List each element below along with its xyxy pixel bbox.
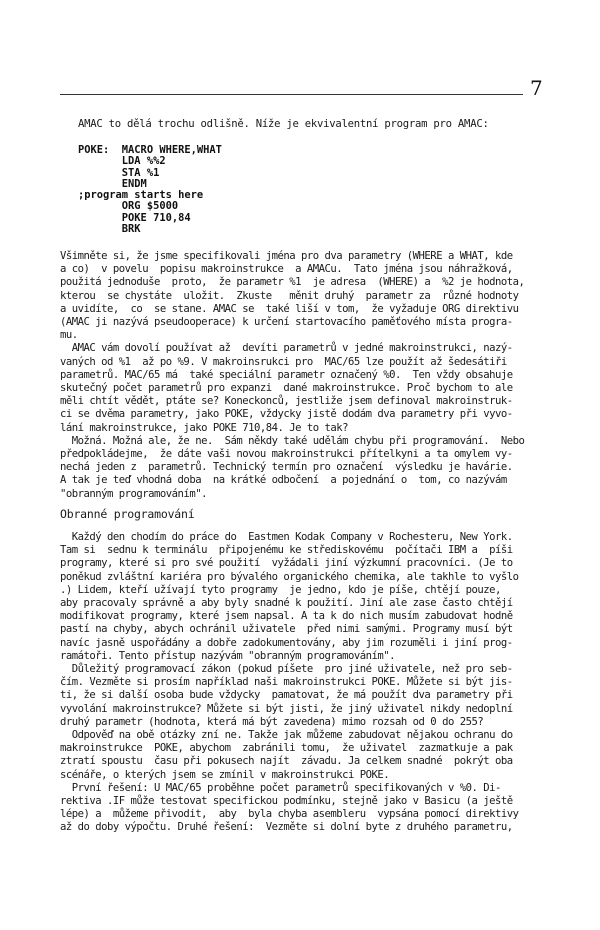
text-line: Odpověď na obě otázky zní ne. Takže jak můžeme zabudovat nějakou ochranu do [60,729,513,742]
code-line: STA %1 [78,166,160,179]
text-line: čím. Vezměte si prosím například naši makroinstrukci POKE. Můžete si být jis- [60,676,513,689]
intro-line: AMAC to dělá trochu odlišně. Níže je ekvivalentní program pro AMAC: [78,118,489,130]
text-line: Důležitý programovací zákon (pokud píšete pro jiné uživatele, než pro seb- [60,663,513,676]
text-line: (AMAC ji nazývá pseudooperace) k určení startovacího paměťového místa progra- [60,316,513,329]
text-line: parametrů. MAC/65 má také speciální parametr označený %0. Ten vždy obsahuje [60,368,513,381]
text-line: nechá jeden z parametrů. Technický termín pro označení výsledku je havárie. [60,461,513,474]
header-rule [60,94,523,95]
text-line: aby pracovaly správně a aby byly snadné k použití. Jiní ale zase často chtějí [60,597,513,610]
text-line: .) Lidem, kteří užívají tyto programy je jedno, kdo je píše, chtějí pouze, [60,583,501,596]
text-line: "obranným programováním". [60,487,207,500]
text-line: Všimněte si, že jsme specifikovali jména pro dva parametry (WHERE a WHAT, kde [60,250,513,262]
code-listing [78,145,222,235]
text-line: Každý den chodím do práce do Eastmen Kodak Company v Rochesteru, New York. [60,531,513,543]
text-line: ti, že si další osoba bude vždycky pamatovat, že má použít dva parametry při [60,689,513,702]
text-line: a co) v povelu popisu makroinstrukce a AMACu. Tato jména jsou náhražková, [60,263,513,276]
body-text-before-heading [60,250,560,501]
text-line: použitá jednoduše proto, že parametr %1 je adresa (WHERE) a %2 je hodnota, [60,276,525,289]
text-line: Tam si sednu k terminálu připojenému ke střediskovému počítači IBM a píši [60,544,513,557]
text-line: ramátoři. Tento přístup nazývám "obranným programováním". [60,649,396,662]
text-line: navíc jasně uspořádány a dobře zadokumentovány, aby jim rozuměli i jiní prog- [60,636,513,649]
text-line: ztratí spoustu času při pokusech najít závadu. Ja celkem snadné pokrýt oba [60,755,513,768]
code-line: ENDM [78,177,147,190]
code-line: ;program starts here [78,189,204,202]
text-line: makroinstrukce POKE, abychom zabránili tomu, že uživatel zazmatkuje a pak [60,742,513,755]
page-number: 7 [530,76,543,100]
text-line: měli chtít vědět, ptáte se? Koneckonců, jestliže jsem definoval makroinstruk- [60,395,513,408]
text-line: První řešení: U MAC/65 proběhne počet parametrů specifikovaných v %0. Di- [60,781,501,794]
text-line: vyvolání makroinstrukce? Můžete si být jisti, že jiný uživatel nikdy nedoplní [60,702,513,715]
body-text-after-heading [60,531,560,835]
text-line: A tak je teď vhodná doba na krátké odbočení a pojednání o tom, co nazývám [60,474,507,487]
text-line: až do doby výpočtu. Druhé řešení: Vezměte si dolní byte z druhého parametru, [60,821,513,834]
text-line: kterou se chystáte uložit. Zkuste měnit druhý parametr za různé hodnoty [60,289,519,302]
text-line: pastí na chyby, abych ochránil uživatele před nimi samými. Programy musí být [60,623,513,636]
code-line: POKE 710,84 [78,211,191,224]
text-line: a uvidíte, co se stane. AMAC se také liší v tom, že vyžaduje ORG direktivu [60,302,519,315]
code-line: ORG $5000 [78,200,179,213]
text-line: scénáře, o kterých jsem se zmínil v makroinstrukci POKE. [60,768,390,781]
code-line: BRK [78,223,141,236]
text-line: předpokládejme, že dáte vaši novou makroinstrukci přítelkyni a ta omylem vy- [60,448,513,461]
text-line: druhý parametr (hodnota, která má být zavedena) mimo rozsah od 0 do 255? [60,715,484,728]
text-line: AMAC vám dovolí používat až devíti parametrů v jedné makroinstrukci, nazý- [60,342,513,355]
text-line: lépe) a můžeme přivodit, aby byla chyba asembleru vypsána pomocí direktivy [60,808,519,821]
text-line: skutečný počet parametrů pro expanzi dané makroinstrukce. Proč bychom to ale [60,382,513,395]
text-line: modifikovat programy, které jsem napsal. A ta k do nich musím zabudovat hodně [60,610,513,623]
section-heading: Obranné programování [60,507,195,521]
text-line: mu. [60,329,78,342]
code-line: POKE: MACRO WHERE,WHAT [78,144,222,156]
text-line: vaných od %1 až po %9. V makroinsrukci pro MAC/65 lze použít až šedesátiři [60,355,507,368]
text-line: rektiva .IF může testovat specifickou podmínku, stejně jako v Basicu (a ještě [60,795,513,808]
text-line: Možná. Možná ale, že ne. Sám někdy také udělám chybu při programování. Nebo [60,434,525,447]
code-line: LDA %%2 [78,155,166,168]
text-line: poněkud zvláštní kariéra pro bývalého organického chemika, ale takhle to vyšlo [60,570,519,583]
text-line: ci se dvěma parametry, jako POKE, vždycky jistě dodám dva parametry při vyvo- [60,408,513,421]
text-line: lání makroinstrukce, jako POKE 710,84. Je to tak? [60,421,349,434]
text-line: programy, které si pro své použití vyžádali jiní výzkumní pracovníci. (Je to [60,557,513,570]
